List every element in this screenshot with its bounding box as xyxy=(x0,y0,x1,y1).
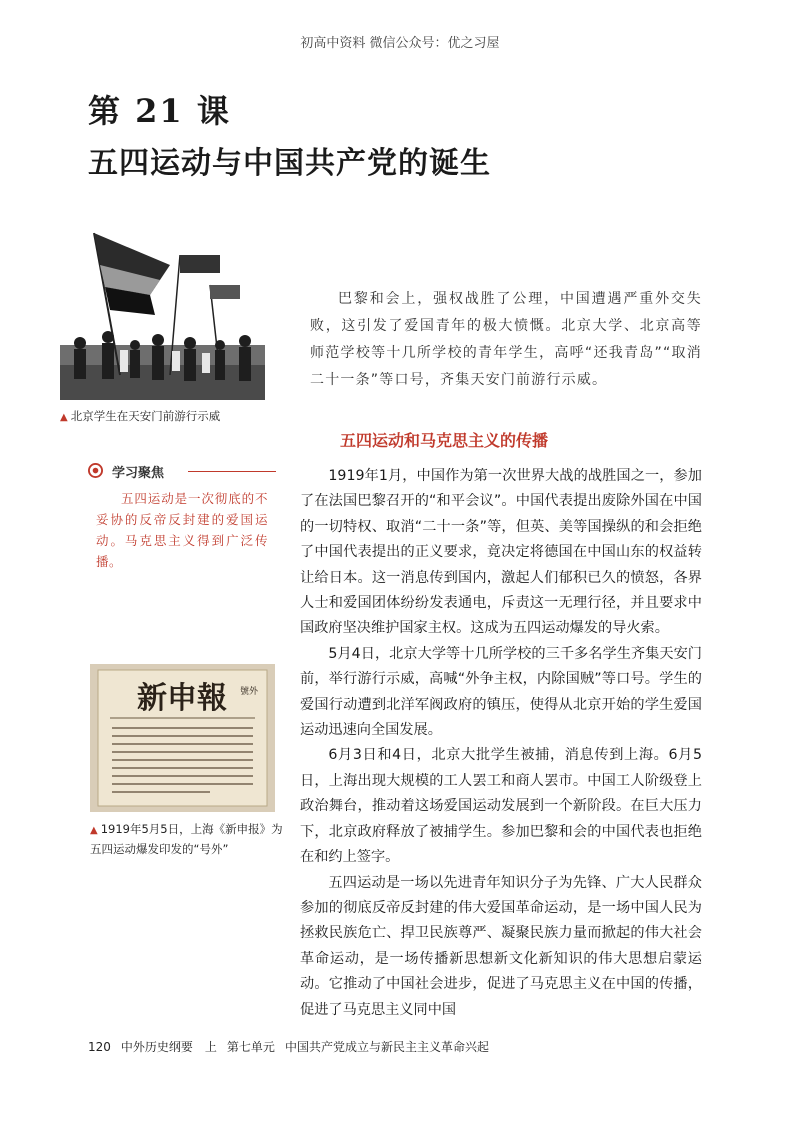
figure1-caption-text: 北京学生在天安门前游行示威 xyxy=(70,409,221,423)
newspaper-photo xyxy=(90,664,275,812)
body-paragraph: 1919年1月，中国作为第一次世界大战的战胜国之一，参加了在法国巴黎召开的“和平会议”。中国代表提出废除外国在中国的一切特权、取消“二十一条”等，但英、美等国操纵的和会拒绝了中国代表提出的正义要求，竟决定将德国在中国山东的权益转让给日本。这一消息传到国内，激起人们郁积已久的愤怒，各界人士和爱国团体纷纷发表通电，斥责这一无理行径，并且要求中国政府坚决维护国家主权。这成为五四运动爆发的导火索。 xyxy=(300,468,702,637)
lesson-number: 第 21 课 xyxy=(88,92,231,130)
unit-number: 第七单元 xyxy=(226,1040,275,1054)
figure2-caption-text: 1919年5月5日，上海《新申报》为五四运动爆发印发的“号外” xyxy=(90,822,283,856)
focus-divider xyxy=(188,471,276,472)
focus-text: 五四运动是一次彻底的不妥协的反帝反封建的爱国运动。马克思主义得到广泛传播。 xyxy=(96,491,268,569)
learning-focus-text xyxy=(96,488,268,572)
lesson-title: 五四运动与中国共产党的诞生 xyxy=(88,146,491,181)
learning-focus-label: 学习聚焦 xyxy=(112,466,165,481)
body-paragraph: 5月4日，北京大学等十几所学校的三千多名学生齐集天安门前，举行游行示威，高喊“外争主权，内除国贼”等口号。学生的爱国行动遭到北洋军阀政府的镇压，使得从北京开始的学生爱国运动迅速向全国发展。 xyxy=(300,645,702,739)
learning-focus-header xyxy=(88,462,278,480)
focus-target-icon xyxy=(88,463,103,478)
newspaper-masthead: 新申報 xyxy=(137,681,227,716)
page-number: 120 xyxy=(88,1040,111,1054)
intro-paragraph xyxy=(310,286,702,394)
figure1-caption xyxy=(60,408,220,424)
intro-text: 巴黎和会上，强权战胜了公理，中国遭遇严重外交失败，这引发了爱国青年的极大愤慨。北京大学、北京高等师范学校等十几所学校的青年学生，高呼“还我青岛”“取消二十一条”等口号，齐集天安门前游行示威。 xyxy=(310,291,702,388)
protest-photo xyxy=(60,225,265,400)
watermark: 初高中资料 微信公众号：优之习屋 xyxy=(300,36,500,51)
newspaper-extra-label: 號外 xyxy=(240,687,259,697)
section-title: 五四运动和马克思主义的传播 xyxy=(340,431,549,450)
page-footer xyxy=(88,1038,499,1055)
body-paragraph: 6月3日和4日，北京大批学生被捕，消息传到上海。6月5日，上海出现大规模的工人罢工和商人罢市。中国工人阶级登上政治舞台，推动着这场爱国运动发展到一个新阶段。在巨大压力下，北京政府释放了被捕学生。参加巴黎和会的中国代表也拒绝在和约上签字。 xyxy=(300,747,702,866)
triangle-marker-icon: ▲ xyxy=(90,825,98,836)
body-paragraph: 五四运动是一场以先进青年知识分子为先锋、广大人民群众参加的彻底反帝反封建的伟大爱国革命运动，是一场中国人民为拯救民族危亡、捍卫民族尊严、凝聚民族力量而掀起的伟大社会革命运动，是一场传播新思想新文化新知识的伟大思想启蒙运动。它推动了中国社会进步，促进了马克思主义在中国的传播，促进了马克思主义同中国 xyxy=(300,874,702,1018)
main-body xyxy=(300,464,702,1023)
figure2-caption xyxy=(90,820,285,858)
book-title: 中外历史纲要 上 xyxy=(120,1040,217,1054)
unit-title: 中国共产党成立与新民主主义革命兴起 xyxy=(284,1040,489,1054)
triangle-marker-icon: ▲ xyxy=(60,412,68,423)
